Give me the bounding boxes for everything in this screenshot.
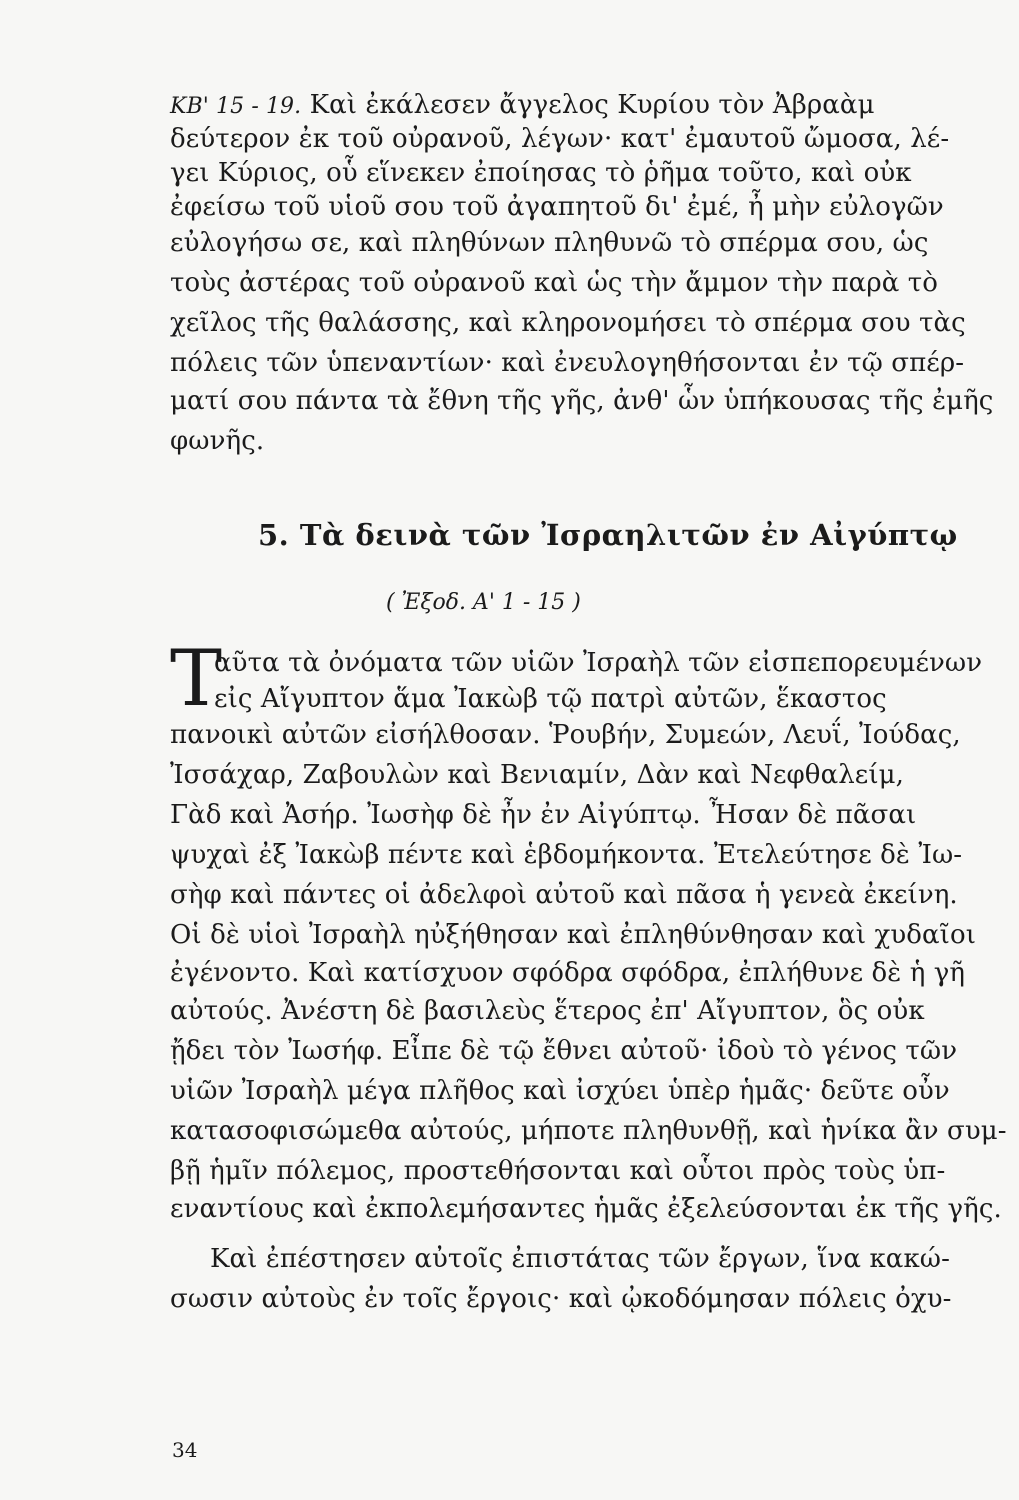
text-line: πανοικὶ αὐτῶν εἰσήλθοσαν. Ῥουβήν, Συμεών, Λευΐ, Ἰούδας, [170,720,961,750]
text-line: φωνῆς. [170,426,265,456]
text-line: αῦτα τὰ ὀνόματα τῶν υἱῶν Ἰσραὴλ τῶν εἰσπεπορευμένων [214,648,983,678]
text-line: ψυχαὶ ἐξ Ἰακὼβ πέντε καὶ ἑβδομήκοντα. Ἐτελεύτησε δὲ Ἰω- [170,840,963,870]
text-line: εἰς Αἴγυπτον ἅμα Ἰακὼβ τῷ πατρὶ αὐτῶν, ἕκαστος [214,684,887,714]
text-line: Οἱ δὲ υἱοὶ Ἰσραὴλ ηὐξήθησαν καὶ ἐπληθύνθησαν καὶ χυδαῖοι [170,920,977,950]
scripture-reference: ΚΒ' 15 - 19. [170,94,302,119]
text-line: Γὰδ καὶ Ἀσήρ. Ἰωσὴφ δὲ ἦν ἐν Αἰγύπτῳ. Ἦσαν δὲ πᾶσαι [170,800,917,830]
text-line: αὐτούς. Ἀνέστη δὲ βασιλεὺς ἕτερος ἐπ' Αἴγυπτον, ὃς οὐκ [170,996,925,1026]
drop-cap: Τ [170,634,223,724]
text-line: χεῖλος τῆς θαλάσσης, καὶ κληρονομήσει τὸ σπέρμα σου τὰς [170,308,966,338]
text-line: κατασοφισώμεθα αὐτούς, μήποτε πληθυνθῇ, καὶ ἡνίκα ἂν συμ- [170,1116,1007,1146]
text-line-content: Καὶ ἐκάλεσεν ἄγγελος Κυρίου τὸν Ἀβραὰμ [309,90,875,120]
text-line: σωσιν αὐτοὺς ἐν τοῖς ἔργοις· καὶ ᾠκοδόμησαν πόλεις ὀχυ- [170,1284,952,1314]
text-line: βῇ ἡμῖν πόλεμος, προστεθήσονται καὶ οὗτοι πρὸς τοὺς ὑπ- [170,1156,946,1186]
text-line: τοὺς ἀστέρας τοῦ οὐρανοῦ καὶ ὡς τὴν ἄμμον τὴν παρὰ τὸ [170,268,938,298]
text-line: υἱῶν Ἰσραὴλ μέγα πλῆθος καὶ ἰσχύει ὑπὲρ ἡμᾶς· δεῦτε οὖν [170,1076,950,1106]
text-line: γει Κύριος, οὗ εἵνεκεν ἐποίησας τὸ ῥῆμα τοῦτο, καὶ οὐκ [170,158,912,188]
text-line: ἐγένοντο. Καὶ κατίσχυον σφόδρα σφόδρα, ἐπλήθυνε δὲ ἡ γῆ [170,958,966,988]
text-line: δεύτερον ἐκ τοῦ οὐρανοῦ, λέγων· κατ' ἐμαυτοῦ ὤμοσα, λέ- [170,124,950,154]
text-line: ματί σου πάντα τὰ ἔθνη τῆς γῆς, ἀνθ' ὧν ὑπήκουσας τῆς ἐμῆς [170,386,994,416]
text-line: σὴφ καὶ πάντες οἱ ἀδελφοὶ αὐτοῦ καὶ πᾶσα ἡ γενεὰ ἐκείνη. [170,880,958,910]
text-line: Καὶ ἐπέστησεν αὐτοῖς ἐπιστάτας τῶν ἔργων, ἵνα κακώ- [210,1244,950,1274]
text-line: εναντίους καὶ ἐκπολεμήσαντες ἡμᾶς ἐξελεύσονται ἐκ τῆς γῆς. [170,1194,1002,1224]
section-heading: 5. Τὰ δεινὰ τῶν Ἰσραηλιτῶν ἐν Αἰγύπτῳ [258,518,958,552]
section-reference: ( Ἐξοδ. Α' 1 - 15 ) [386,590,581,615]
text-line: εὐλογήσω σε, καὶ πληθύνων πληθυνῶ τὸ σπέρμα σου, ὡς [170,228,929,258]
text-line: πόλεις τῶν ὑπεναντίων· καὶ ἐνευλογηθήσονται ἐν τῷ σπέρ- [170,348,965,378]
text-line: ᾔδει τὸν Ἰωσήφ. Εἶπε δὲ τῷ ἔθνει αὐτοῦ· ἰδοὺ τὸ γένος τῶν [170,1036,958,1066]
text-line: Ἰσσάχαρ, Ζαβουλὼν καὶ Βενιαμίν, Δὰν καὶ Νεφθαλείμ, [170,760,905,790]
text-line: ἐφείσω τοῦ υἱοῦ σου τοῦ ἀγαπητοῦ δι' ἐμέ, ἦ μὴν εὐλογῶν [170,192,944,222]
text-line [170,88,1019,124]
page-number: 34 [172,1438,198,1462]
